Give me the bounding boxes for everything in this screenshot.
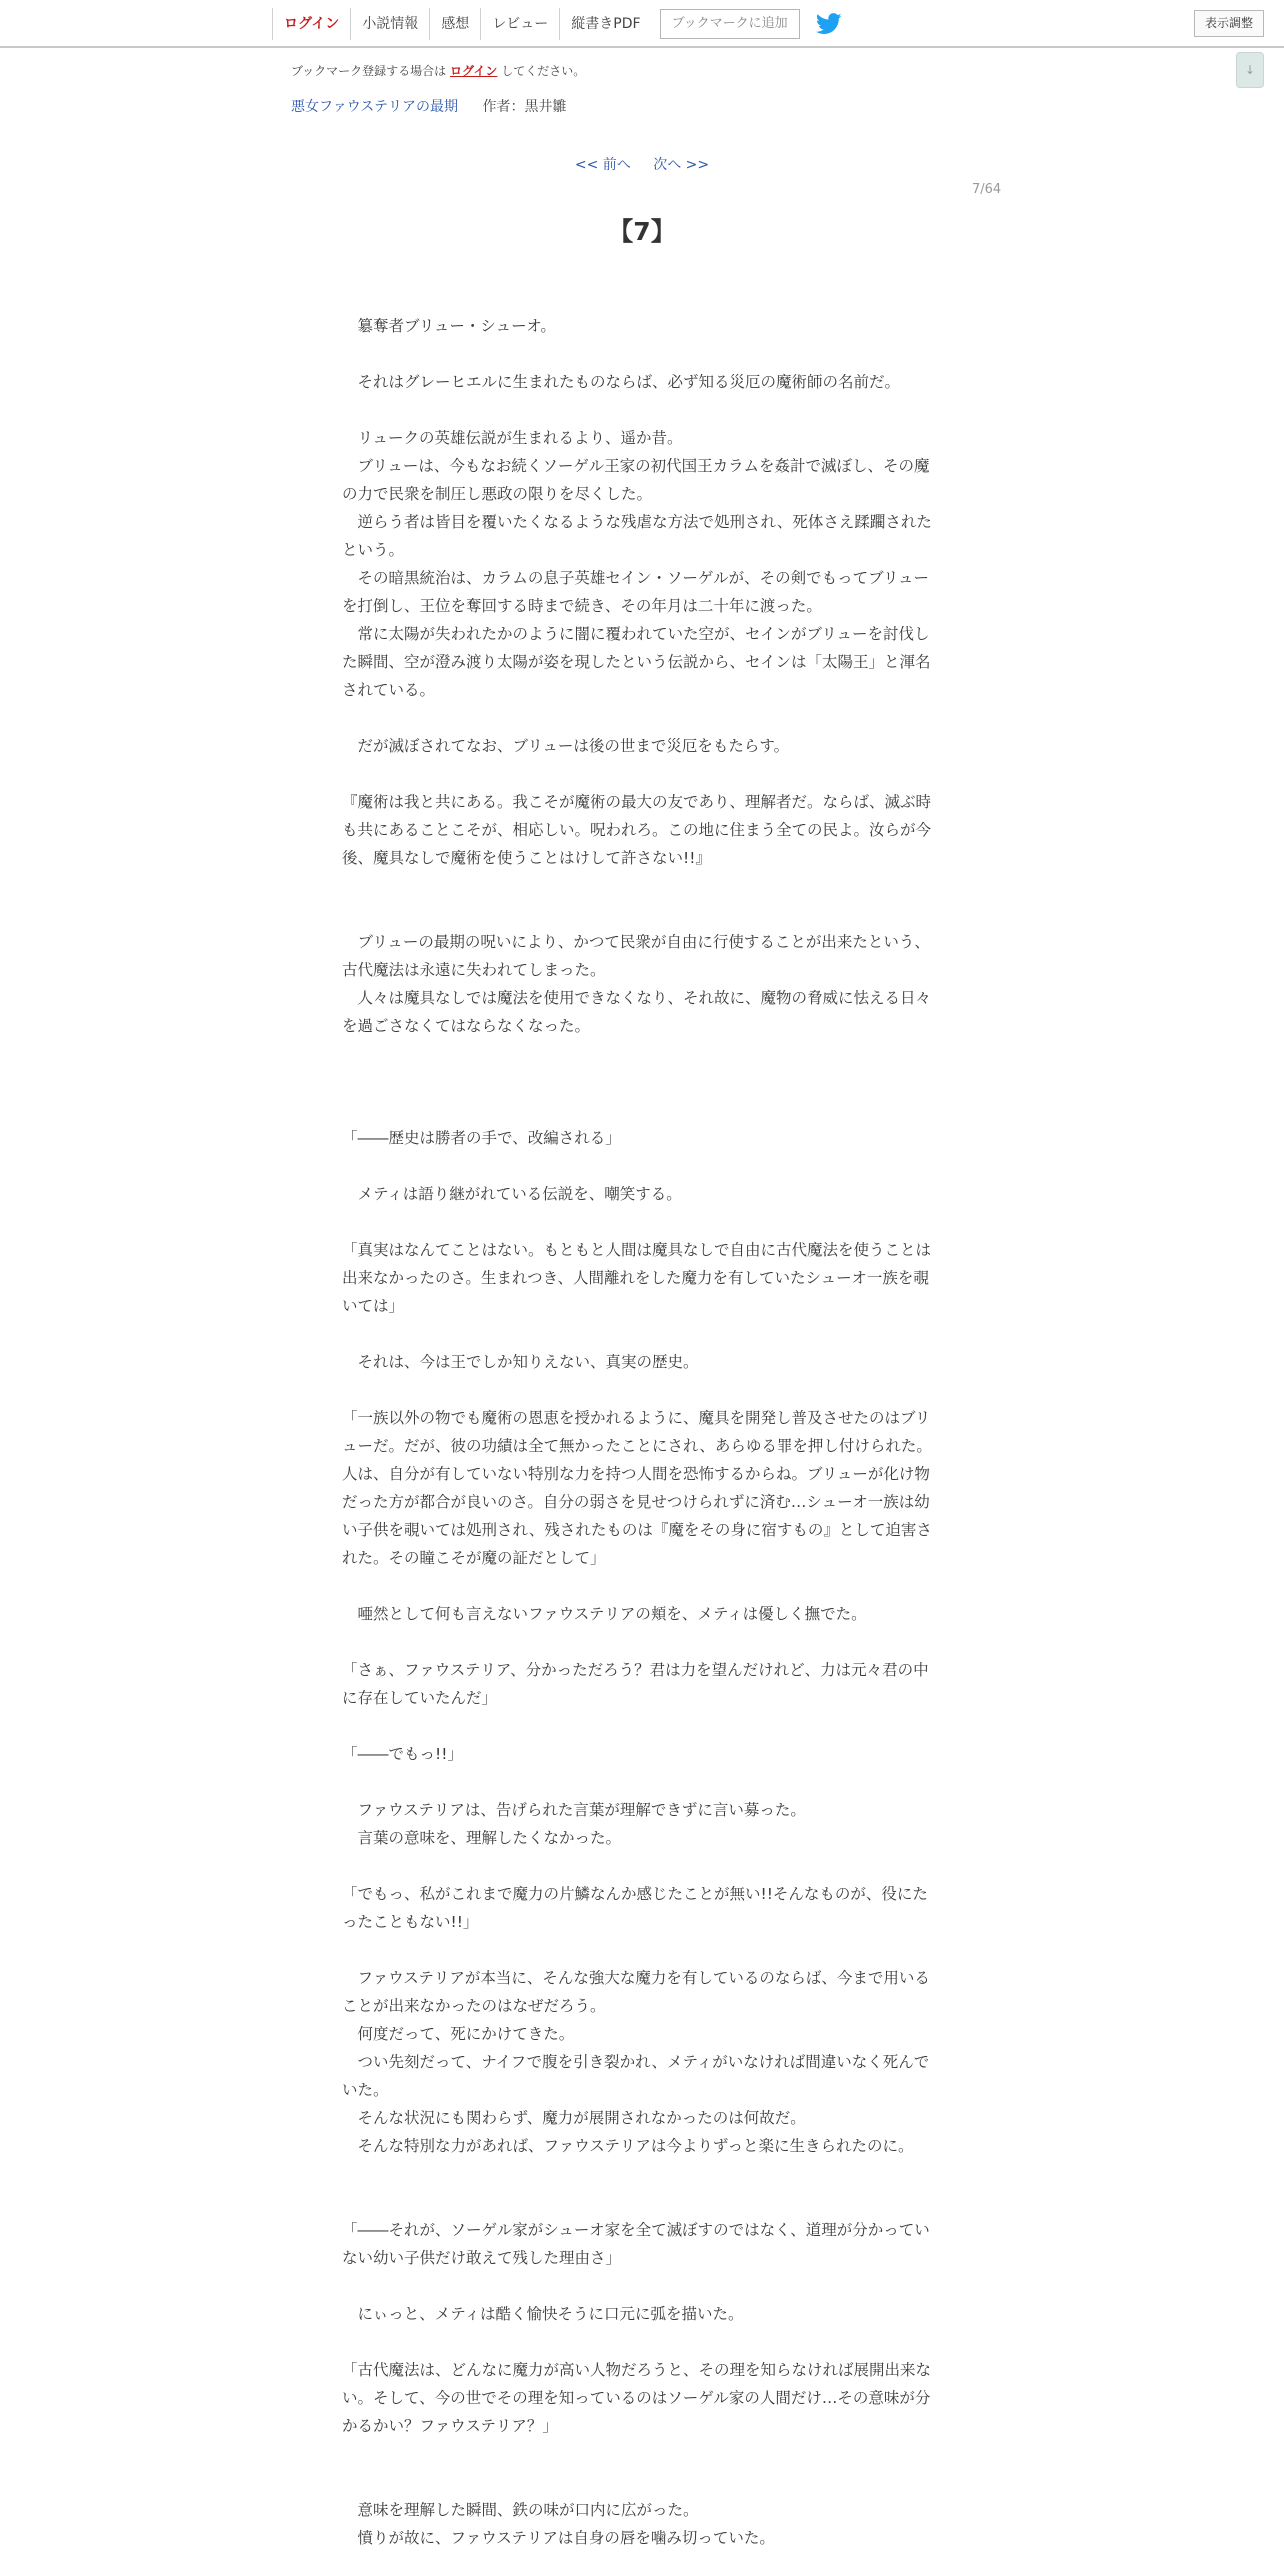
text-paragraph: つい先刻だって、ナイフで腹を引き裂かれ、メティがいなければ間違いなく死んでいた。 bbox=[342, 2053, 930, 2099]
text-paragraph bbox=[342, 2188, 942, 2216]
notice-prefix: ブックマーク登録する場合は bbox=[291, 64, 447, 78]
text-paragraph: 何度だって、死にかけてきた。 bbox=[342, 2025, 575, 2043]
text-paragraph: にぃっと、メティは酷く愉快そうに口元に弧を描いた。 bbox=[342, 2305, 744, 2323]
text-paragraph: 「――でもっ!!」 bbox=[342, 1745, 463, 1763]
text-paragraph: 「でもっ、私がこれまで魔力の片鱗なんか感じたことが無い!!そんなものが、役にたったこともない!!」 bbox=[342, 1885, 928, 1931]
novel-text-body bbox=[342, 312, 942, 2552]
text-paragraph bbox=[342, 2328, 942, 2356]
text-paragraph bbox=[342, 900, 942, 928]
text-paragraph: メティは語り継がれている伝説を、嘲笑する。 bbox=[342, 1185, 682, 1203]
nav-vertical-pdf-link[interactable]: 縦書きPDF bbox=[559, 8, 651, 40]
text-paragraph: 憤りが故に、ファウステリアは自身の唇を噛み切っていた。 bbox=[342, 2529, 775, 2547]
text-paragraph bbox=[342, 340, 942, 368]
text-paragraph bbox=[342, 1768, 942, 1796]
author-name: 作者：黒井雛 bbox=[482, 99, 567, 115]
notice-suffix: してください。 bbox=[501, 64, 586, 78]
text-paragraph: 唖然として何も言えないファウステリアの頬を、メティは優しく撫でた。 bbox=[342, 1605, 867, 1623]
text-paragraph bbox=[342, 2468, 942, 2496]
bookmark-login-notice bbox=[291, 62, 585, 79]
text-paragraph: 簒奪者ブリュー・シューオ。 bbox=[342, 317, 556, 335]
text-paragraph: 「さぁ、ファウステリア、分かっただろう？君は力を望んだけれど、力は元々君の中に存在していたんだ」 bbox=[342, 1661, 929, 1707]
scroll-down-arrow-icon[interactable]: ↓ bbox=[1236, 52, 1264, 88]
text-paragraph: ブリューは、今もなお続くソーゲル王家の初代国王カラムを姦計で滅ぼし、その魔の力で民衆を制圧し悪政の限りを尽くした。 bbox=[342, 457, 930, 503]
text-paragraph: そんな特別な力があれば、ファウステリアは今よりずっと楽に生きられたのに。 bbox=[342, 2137, 914, 2155]
prev-chapter-link[interactable]: << 前へ bbox=[574, 157, 631, 173]
add-bookmark-button[interactable]: ブックマークに追加 bbox=[660, 9, 800, 39]
text-paragraph: その暗黒統治は、カラムの息子英雄セイン・ソーゲルが、その剣でもってブリューを打倒し、王位を奪回する時まで続き、その年月は二十年に渡った。 bbox=[342, 569, 929, 615]
text-paragraph: 「古代魔法は、どんなに魔力が高い人物だろうと、その理を知らなければ展開出来ない。そして、今の世でその理を知っているのはソーゲル家の人間だけ…その意味が分かるかい？ファウステリア？」 bbox=[342, 2361, 932, 2435]
text-paragraph bbox=[342, 1712, 942, 1740]
nav-review-link[interactable]: レビュー bbox=[480, 8, 559, 40]
novel-title-link[interactable]: 悪女ファウステリアの最期 bbox=[291, 99, 459, 115]
top-nav-bar bbox=[0, 0, 1284, 48]
twitter-bird-icon[interactable] bbox=[816, 13, 842, 35]
text-paragraph: リュークの英雄伝説が生まれるより、遥か昔。 bbox=[342, 429, 683, 447]
novel-info bbox=[291, 96, 566, 116]
text-paragraph: ファウステリアは、告げられた言葉が理解できずに言い募った。 bbox=[342, 1801, 806, 1819]
text-paragraph bbox=[342, 1572, 942, 1600]
text-paragraph bbox=[342, 1152, 942, 1180]
nav-menu bbox=[272, 8, 842, 40]
chapter-title: 【7】 bbox=[608, 217, 676, 246]
text-paragraph bbox=[342, 396, 942, 424]
nav-impressions-link[interactable]: 感想 bbox=[429, 8, 480, 40]
text-paragraph bbox=[342, 760, 942, 788]
text-paragraph: ブリューの最期の呪いにより、かつて民衆が自由に行使することが出来たという、古代魔法は永遠に失われてしまった。 bbox=[342, 933, 930, 979]
display-settings-button[interactable]: 表示調整 bbox=[1194, 10, 1264, 37]
text-paragraph: 「真実はなんてことはない。もともと人間は魔具なしで自由に古代魔法を使うことは出来なかったのさ。生まれつき、人間離れをした魔力を有していたシューオ一族を覗いては」 bbox=[342, 1241, 932, 1315]
chapter-pager bbox=[0, 154, 1284, 174]
text-paragraph: 言葉の意味を、理解したくなかった。 bbox=[342, 1829, 622, 1847]
text-paragraph bbox=[342, 704, 942, 732]
text-paragraph: 意味を理解した瞬間、鉄の味が口内に広がった。 bbox=[342, 2501, 699, 2519]
text-paragraph: 「一族以外の物でも魔術の恩恵を授かれるように、魔具を開発し普及させたのはブリューだ。だが、彼の功績は全て無かったことにされ、あらゆる罪を押し付けられた。人は、自分が有していない特別な力を持つ人間を恐怖するからね。ブリューが化け物だった方が都合が良いのさ。自分の弱さを見せつけられずに済む…シューオ一族は幼い子供を覗いては処刑され、残されたものは『魔をその身に宿すもの』として迫害された。その瞳こそが魔の証だとして」 bbox=[342, 1409, 932, 1567]
text-paragraph bbox=[342, 1852, 942, 1880]
text-paragraph: それはグレーヒエルに生まれたものならば、必ず知る災厄の魔術師の名前だ。 bbox=[342, 373, 901, 391]
text-paragraph bbox=[342, 1320, 942, 1348]
text-paragraph: 「――それが、ソーゲル家がシューオ家を全て滅ぼすのではなく、道理が分かっていない幼い子供だけ敢えて残した理由さ」 bbox=[342, 2221, 930, 2267]
notice-login-link[interactable]: ログイン bbox=[450, 64, 498, 78]
text-paragraph: 逆らう者は皆目を覆いたくなるような残虐な方法で処刑され、死体さえ蹂躙されたという。 bbox=[342, 513, 932, 559]
text-paragraph bbox=[342, 1040, 942, 1068]
text-paragraph: そんな状況にも関わらず、魔力が展開されなかったのは何故だ。 bbox=[342, 2109, 806, 2127]
text-paragraph bbox=[342, 1208, 942, 1236]
text-paragraph: だが滅ぼされてなお、ブリューは後の世まで災厄をもたらす。 bbox=[342, 737, 790, 755]
next-chapter-link[interactable]: 次へ >> bbox=[653, 157, 710, 173]
text-paragraph bbox=[342, 2440, 942, 2468]
page-number: 7/64 bbox=[972, 182, 1002, 197]
text-paragraph bbox=[342, 1936, 942, 1964]
text-paragraph bbox=[342, 872, 942, 900]
text-paragraph: 人々は魔具なしでは魔法を使用できなくなり、それ故に、魔物の脅威に怯える日々を過ごさなくてはならなくなった。 bbox=[342, 989, 932, 1035]
text-paragraph: 常に太陽が失われたかのように闇に覆われていた空が、セインがブリューを討伐した瞬間、空が澄み渡り太陽が姿を現したという伝説から、セインは「太陽王」と渾名されている。 bbox=[342, 625, 931, 699]
text-paragraph bbox=[342, 2272, 942, 2300]
text-paragraph: それは、今は王でしか知りえない、真実の歴史。 bbox=[342, 1353, 699, 1371]
text-paragraph bbox=[342, 2160, 942, 2188]
text-paragraph bbox=[342, 1628, 942, 1656]
text-paragraph: ファウステリアが本当に、そんな強大な魔力を有しているのならば、今まで用いることが出来なかったのはなぜだろう。 bbox=[342, 1969, 930, 2015]
text-paragraph: 『魔術は我と共にある。我こそが魔術の最大の友であり、理解者だ。ならば、滅ぶ時も共にあることこそが、相応しい。呪われろ。この地に住まう全ての民よ。汝らが今後、魔具なしで魔術を使うことはけして許さない!!』 bbox=[342, 793, 932, 867]
text-paragraph bbox=[342, 1096, 942, 1124]
nav-login-link[interactable]: ログイン bbox=[272, 8, 350, 40]
text-paragraph: 「――歴史は勝者の手で、改編される」 bbox=[342, 1129, 621, 1147]
text-paragraph bbox=[342, 1068, 942, 1096]
text-paragraph bbox=[342, 1376, 942, 1404]
nav-novel-info-link[interactable]: 小説情報 bbox=[350, 8, 429, 40]
